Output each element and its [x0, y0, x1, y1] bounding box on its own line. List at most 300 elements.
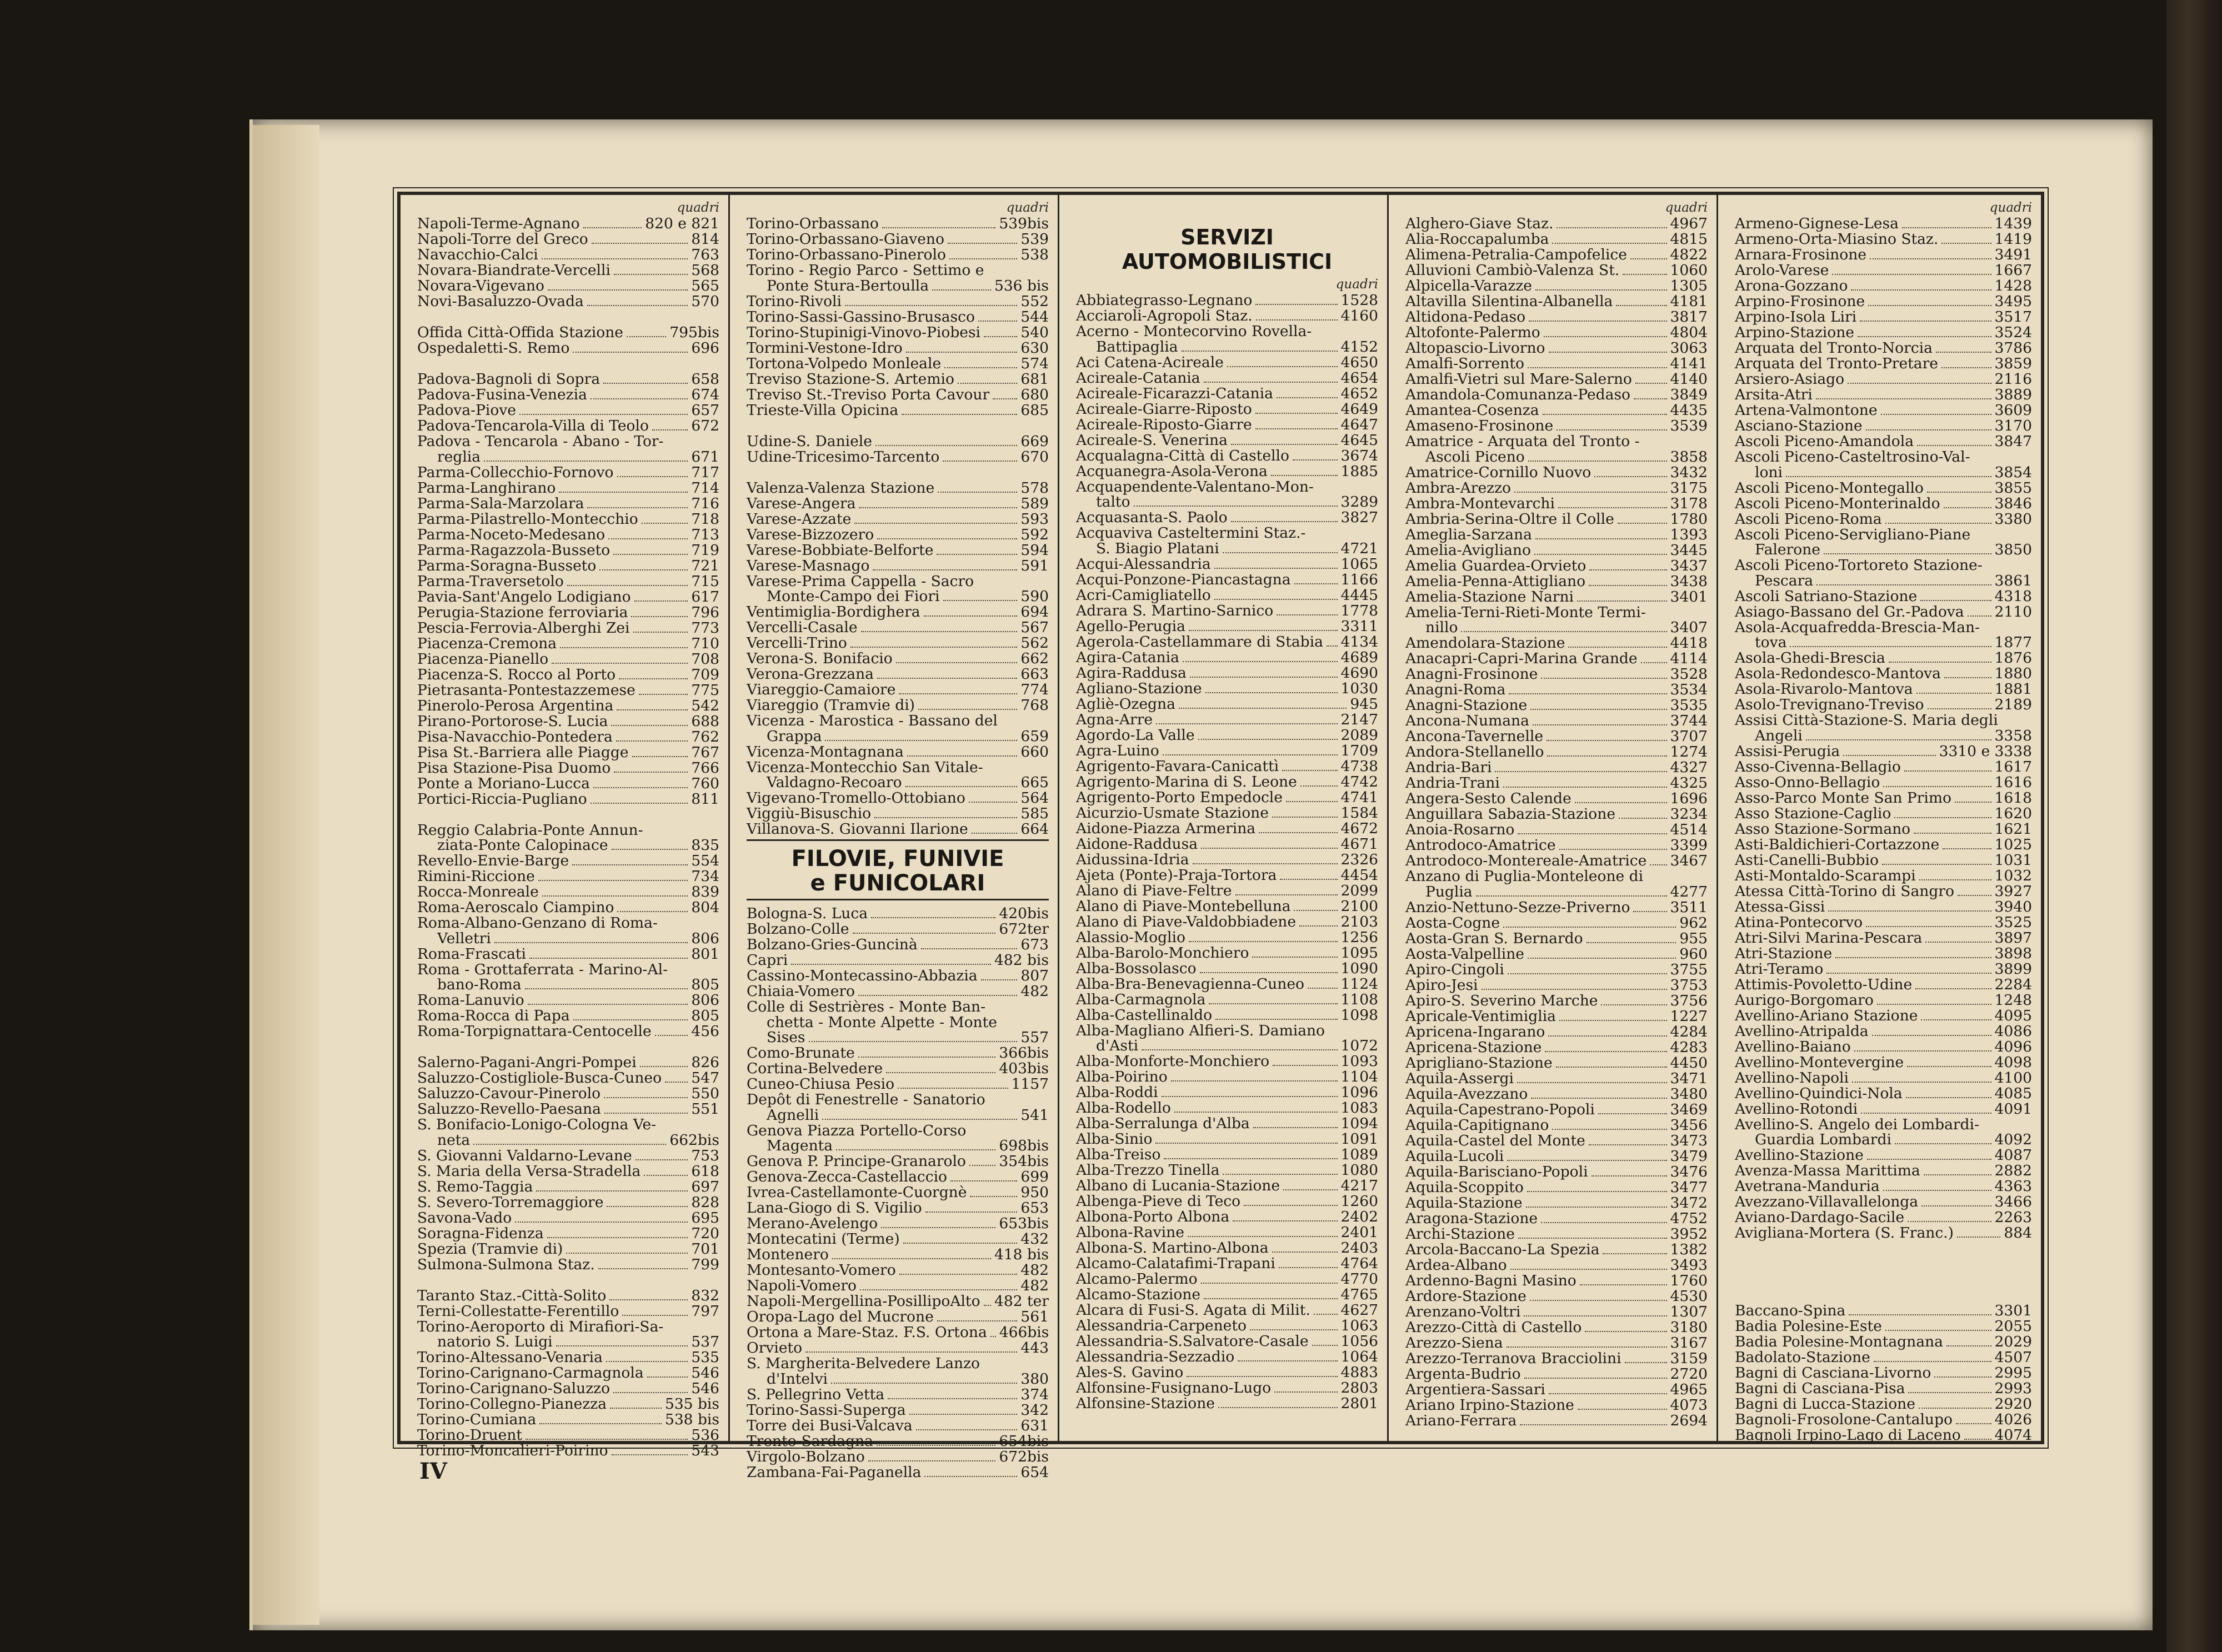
leader-dots — [1883, 1190, 1991, 1191]
leader-dots — [1188, 1236, 1338, 1237]
leader-dots — [899, 693, 1017, 694]
entry-table-number: 3407 — [1670, 619, 1708, 636]
entry-route: Aosta-Valpelline — [1405, 945, 1524, 963]
entry-table-number: 720 — [691, 1224, 719, 1242]
index-entry — [747, 682, 1049, 698]
entry-route: Altopascio-Livorno — [1405, 339, 1545, 357]
entry-route: Alessandria-Sezzadio — [1076, 1348, 1235, 1365]
entry-route: Badolato-Stazione — [1735, 1349, 1870, 1366]
entry-table-number: 535 bis — [664, 1395, 719, 1413]
entry-table-number: 541 — [1020, 1106, 1049, 1124]
entry-table-number: 945 — [1350, 695, 1378, 713]
entry-route: Ancona-Tavernelle — [1405, 728, 1543, 745]
leader-dots — [1189, 941, 1338, 942]
index-entry — [417, 1102, 719, 1117]
entry-route: Avetrana-Manduria — [1735, 1178, 1880, 1195]
index-entry — [747, 1294, 1049, 1309]
index-entry — [1076, 681, 1378, 697]
entry-route: Taranto Staz.-Città-Solito — [417, 1286, 607, 1304]
entry-table-number: 1227 — [1670, 1007, 1708, 1025]
entry-table-number: 760 — [691, 774, 719, 792]
index-entry — [1405, 465, 1708, 480]
leader-dots — [1828, 910, 1991, 912]
entry-table-number: 962 — [1679, 914, 1708, 932]
index-entry — [417, 977, 719, 993]
index-entry — [1735, 496, 2032, 512]
entry-table-number: 3437 — [1670, 557, 1708, 574]
entry-table-number: 2694 — [1670, 1411, 1708, 1429]
index-entry — [1405, 1118, 1708, 1133]
entry-route: Aquila-Capitignano — [1405, 1116, 1549, 1134]
entry-table-number: 3493 — [1670, 1256, 1708, 1274]
entry-route: Viareggio (Tramvie di) — [747, 697, 915, 714]
index-entry — [417, 667, 719, 683]
leader-dots — [1300, 785, 1338, 787]
entry-table-number: 1090 — [1340, 959, 1378, 977]
index-entry — [417, 1164, 719, 1179]
entry-route: Aquila-Assergi — [1405, 1069, 1514, 1087]
entry-route: Ancona-Numana — [1405, 712, 1529, 729]
entry-table-number: 1881 — [1994, 680, 2032, 698]
leader-dots — [850, 647, 1018, 648]
leader-dots — [1904, 770, 1991, 772]
column-2 — [730, 195, 1059, 1481]
entry-table-number: 3744 — [1670, 712, 1708, 729]
leader-dots — [1849, 1314, 1991, 1315]
leader-dots — [1927, 492, 1991, 493]
entry-route: Agnelli — [767, 1106, 819, 1124]
entry-route: Apiro-Jesi — [1405, 976, 1478, 994]
leader-dots — [1223, 552, 1338, 553]
index-entry — [1076, 805, 1378, 821]
leader-dots — [943, 600, 1018, 601]
entry-table-number: 2326 — [1340, 850, 1378, 868]
entry-route: Antrodoco-Montereale-Amatrice — [1405, 852, 1647, 869]
index-entry — [1735, 915, 2032, 930]
entry-route: Alpicella-Varazze — [1405, 277, 1532, 294]
entry-table-number: 3889 — [1994, 386, 2032, 403]
leader-dots — [924, 615, 1018, 617]
entry-table-number: 538 bis — [664, 1411, 719, 1428]
index-entry — [417, 1086, 719, 1102]
leader-dots — [1578, 1409, 1667, 1410]
leader-dots — [1277, 397, 1338, 398]
entry-route: S. Remo-Taggia — [417, 1178, 533, 1195]
leader-dots — [881, 1227, 995, 1228]
index-entry — [1735, 682, 2032, 697]
leader-dots — [1528, 367, 1667, 368]
entry-table-number: 3178 — [1670, 494, 1708, 512]
entry-table-number: 3846 — [1994, 494, 2032, 512]
entry-route: Aci Catena-Acireale — [1076, 353, 1224, 371]
entry-route: Arpino-Isola Liri — [1735, 308, 1857, 326]
entry-route: Novara-Biandrate-Vercelli — [417, 262, 610, 279]
entry-route: Alghero-Giave Staz. — [1405, 215, 1554, 232]
entry-table-number: 552 — [1020, 292, 1049, 310]
entry-table-number: 3897 — [1994, 929, 2032, 947]
index-entry — [1735, 263, 2032, 278]
entry-table-number: 546 — [691, 1364, 719, 1381]
leader-dots — [1552, 1129, 1666, 1130]
entry-table-number: 4752 — [1670, 1209, 1708, 1227]
entry-route: Alimena-Petralia-Campofelice — [1405, 246, 1627, 263]
entry-route: Saluzzo-Costigliole-Busca-Cuneo — [417, 1069, 662, 1087]
entry-table-number: 653bis — [999, 1215, 1049, 1232]
entry-route: Bagni di Casciana-Pisa — [1735, 1380, 1905, 1397]
entry-route: Tortona-Volpedo Monleale — [747, 354, 942, 372]
entry-route: Alluvioni Cambiò-Valenza St. — [1405, 262, 1620, 279]
entry-route: Revello-Envie-Barge — [417, 852, 569, 869]
entry-route: Acireale-Ficarazzi-Catania — [1076, 384, 1273, 402]
leader-dots — [1520, 1424, 1666, 1425]
index-entry — [417, 512, 719, 527]
index-entry — [1405, 1413, 1708, 1429]
entry-table-number: 718 — [691, 510, 719, 528]
entry-route: Atri-Stazione — [1735, 944, 1833, 962]
leader-dots — [539, 1423, 662, 1424]
entry-route: Arpino-Frosinone — [1735, 293, 1865, 310]
index-entry — [1076, 634, 1378, 650]
entry-table-number: 3858 — [1670, 448, 1708, 465]
index-entry — [747, 325, 1049, 341]
index-entry — [1735, 1070, 2032, 1086]
entry-table-number: 3899 — [1994, 960, 2032, 978]
index-entry — [1405, 480, 1708, 496]
entry-table-number: 672 — [691, 417, 719, 434]
index-entry — [417, 1350, 719, 1365]
index-entry — [1076, 712, 1378, 728]
entry-route: Piacenza-S. Rocco al Porto — [417, 665, 616, 683]
leader-dots — [607, 1206, 688, 1207]
leader-dots — [1928, 708, 1991, 709]
index-entry — [1076, 1334, 1378, 1349]
leader-dots — [1944, 507, 1991, 508]
entry-table-number: 2055 — [1994, 1318, 2032, 1335]
entry-table-number: 3175 — [1670, 479, 1708, 497]
index-entry — [1076, 1194, 1378, 1209]
index-entry — [417, 496, 719, 512]
entry-table-number: 4096 — [1994, 1038, 2032, 1055]
entry-route: Alba-Carmagnola — [1076, 990, 1206, 1008]
index-entry — [1076, 1147, 1378, 1163]
entry-table-number: 3674 — [1340, 447, 1378, 464]
quadri-label: quadri — [1006, 201, 1049, 215]
entry-table-number: 1093 — [1340, 1053, 1378, 1070]
entry-route: Ascoli Piceno-Monterinaldo — [1735, 494, 1940, 512]
index-entry — [417, 605, 719, 620]
entry-route: Amendolara-Stazione — [1405, 634, 1565, 652]
entry-route: Acquasanta-S. Paolo — [1076, 509, 1228, 526]
entry-route: Bagnoli Irpino-Lago di Laceno — [1735, 1426, 1961, 1444]
entry-route: Pisa St.-Barriera alle Piagge — [417, 743, 629, 761]
leader-dots — [969, 1165, 995, 1166]
entry-route: Ajeta (Ponte)-Praja-Tortora — [1076, 866, 1277, 884]
leader-dots — [1852, 1082, 1991, 1083]
index-entry — [747, 1418, 1049, 1434]
leader-dots — [1552, 243, 1666, 244]
leader-dots — [1641, 662, 1667, 663]
leader-dots — [1252, 957, 1337, 958]
entry-route: Ambra-Montevarchi — [1405, 494, 1555, 512]
entry-table-number: 709 — [691, 665, 719, 683]
leader-dots — [1589, 585, 1667, 586]
entry-route: Parma-Pilastrello-Montecchio — [417, 510, 638, 528]
index-entry — [1405, 853, 1708, 869]
index-entry — [1735, 278, 2032, 294]
entry-table-number: 3063 — [1670, 339, 1708, 357]
leader-dots — [1283, 1189, 1338, 1190]
leader-dots — [886, 1072, 995, 1073]
entry-route: Torino-Cumiana — [417, 1411, 537, 1428]
group-gap — [1735, 1272, 2032, 1288]
entry-route: Parma-Traversetolo — [417, 572, 564, 590]
index-entry — [1076, 572, 1378, 588]
entry-table-number: 2401 — [1340, 1224, 1378, 1241]
index-entry — [1405, 651, 1708, 667]
entry-route: Bagnoli-Frosolone-Cantalupo — [1735, 1411, 1953, 1428]
index-entry — [1076, 1163, 1378, 1178]
entry-route: Badia Polesine-Este — [1735, 1318, 1882, 1335]
entry-text: S. Margherita-Belvedere Lanzo — [747, 1355, 980, 1372]
entry-table-number: 710 — [691, 634, 719, 652]
entry-table-number: 618 — [691, 1162, 719, 1180]
index-entry — [1405, 263, 1708, 278]
leader-dots — [903, 1243, 1018, 1244]
entry-table-number: 4160 — [1340, 307, 1378, 324]
leader-dots — [1503, 787, 1667, 788]
index-entry — [1735, 1428, 2032, 1443]
leader-dots — [937, 1320, 1018, 1321]
index-entry — [1076, 665, 1378, 681]
index-entry — [1076, 852, 1378, 868]
entry-table-number: 482 bis — [994, 952, 1049, 969]
index-entry — [1076, 1240, 1378, 1256]
leader-dots — [613, 554, 688, 555]
leader-dots — [622, 1315, 688, 1316]
index-entry — [1076, 417, 1378, 433]
index-entry — [1076, 293, 1378, 308]
index-entry — [1735, 232, 2032, 247]
leader-dots — [1526, 1207, 1667, 1208]
leader-dots — [1895, 1143, 1991, 1144]
leader-dots — [552, 663, 688, 664]
entry-table-number: 554 — [691, 852, 719, 869]
leader-dots — [906, 352, 1018, 353]
index-entry — [747, 968, 1049, 984]
index-entry — [747, 1278, 1049, 1294]
entry-route: Pinerolo-Perosa Argentina — [417, 697, 614, 714]
leader-dots — [1171, 1080, 1338, 1082]
index-entry — [417, 1241, 719, 1257]
entry-route: Arpino-Stazione — [1735, 324, 1854, 341]
leader-dots — [1921, 1205, 1991, 1207]
leader-dots — [538, 880, 688, 881]
entry-table-number: 3472 — [1670, 1194, 1708, 1212]
entry-table-number: 804 — [691, 899, 719, 916]
entry-table-number: 1760 — [1670, 1271, 1708, 1289]
leader-dots — [1189, 630, 1338, 631]
entry-table-number: 1780 — [1670, 510, 1708, 528]
index-entry — [747, 1340, 1049, 1356]
index-entry — [417, 216, 719, 232]
entry-table-number: 955 — [1679, 929, 1708, 947]
leader-dots — [1495, 771, 1666, 772]
index-entry — [747, 341, 1049, 356]
entry-route: Avenza-Massa Marittima — [1735, 1162, 1920, 1179]
index-entry — [1735, 635, 2032, 650]
leader-dots — [611, 725, 688, 726]
index-entry — [1735, 728, 2032, 744]
entry-route: Alcamo-Stazione — [1076, 1286, 1201, 1303]
index-entry — [1405, 589, 1708, 605]
entry-table-number: 1778 — [1340, 602, 1378, 619]
entry-table-number: 1256 — [1340, 928, 1378, 946]
index-entry — [747, 278, 1049, 294]
entry-table-number: 4815 — [1670, 231, 1708, 248]
leader-dots — [473, 1144, 666, 1145]
entry-route: Angera-Sesto Calende — [1405, 790, 1572, 807]
leader-dots — [1518, 1238, 1667, 1239]
entry-table-number: 4741 — [1340, 788, 1378, 806]
entry-table-number: 4647 — [1340, 415, 1378, 433]
index-entry — [1405, 1211, 1708, 1227]
index-entry — [747, 372, 1049, 387]
entry-route: Trieste-Villa Opicina — [747, 401, 899, 419]
entry-route: Albona-Porto Albona — [1076, 1208, 1230, 1225]
entry-route: Asolo-Trevignano-Treviso — [1735, 696, 1924, 713]
entry-table-number: 420bis — [999, 905, 1049, 922]
entry-table-number: 4822 — [1670, 246, 1708, 263]
leader-dots — [1209, 1003, 1337, 1004]
index-entry — [417, 1365, 719, 1381]
leader-dots — [1883, 786, 1991, 787]
entry-table-number: 2402 — [1340, 1208, 1378, 1225]
leader-dots — [484, 460, 688, 462]
index-entry — [1076, 1365, 1378, 1380]
index-entry — [1405, 1071, 1708, 1087]
entry-route: Ascoli Satriano-Stazione — [1735, 587, 1918, 605]
index-entry — [747, 589, 1049, 604]
leader-dots — [1541, 678, 1666, 679]
leader-dots — [1630, 258, 1667, 259]
leader-dots — [1854, 1050, 1991, 1052]
entry-table-number: 3432 — [1670, 463, 1708, 481]
entry-table-number: 671 — [691, 448, 719, 465]
entry-table-number: 4087 — [1994, 1147, 2032, 1164]
entry-route: Udine-S. Daniele — [747, 432, 872, 450]
leader-dots — [1914, 833, 1991, 834]
entry-table-number: 1072 — [1340, 1037, 1378, 1054]
entry-route: Parma-Collecchio-Fornovo — [417, 463, 614, 481]
index-entry — [1405, 947, 1708, 962]
entry-route: Novara-Vigevano — [417, 277, 544, 294]
leader-dots — [567, 585, 688, 586]
leader-dots — [1889, 662, 1991, 663]
entry-route: Salerno-Pagani-Angri-Pompei — [417, 1054, 637, 1071]
column-1 — [401, 195, 730, 1459]
entry-route: Vercelli-Casale — [747, 619, 858, 636]
index-entry — [1076, 1271, 1378, 1287]
entry-route: Virgolo-Bolzano — [747, 1448, 865, 1465]
entry-route: Alano di Piave-Feltre — [1076, 882, 1232, 899]
leader-dots — [526, 1439, 688, 1440]
entry-route: Acireale-Catania — [1076, 369, 1200, 387]
index-entry — [747, 635, 1049, 651]
leader-dots — [1541, 1222, 1666, 1223]
entry-table-number: 4652 — [1340, 384, 1378, 402]
entry-table-number: 1620 — [1994, 804, 2032, 822]
entry-table-number: 1260 — [1340, 1193, 1378, 1210]
entry-route: Arenzano-Voltri — [1405, 1303, 1521, 1320]
entry-table-number: 797 — [691, 1302, 719, 1320]
entry-table-number: 716 — [691, 494, 719, 512]
index-entry — [1076, 1380, 1378, 1396]
leader-dots — [1786, 476, 1991, 477]
entry-table-number: 550 — [691, 1085, 719, 1102]
leader-dots — [572, 864, 688, 865]
entry-table-number: 1064 — [1340, 1348, 1378, 1365]
index-entry — [1405, 216, 1708, 232]
index-entry — [1735, 1396, 2032, 1412]
index-entry — [417, 1304, 719, 1319]
index-entry — [1735, 1039, 2032, 1055]
index-entry — [1405, 1087, 1708, 1102]
entry-table-number: 562 — [1020, 634, 1049, 652]
entry-table-number: 670 — [1020, 448, 1049, 465]
leader-dots — [608, 538, 688, 539]
index-entry — [1735, 1194, 2032, 1210]
index-entry — [1735, 962, 2032, 977]
leader-dots — [1527, 1191, 1667, 1192]
leader-dots — [556, 1345, 688, 1346]
entry-table-number: 540 — [1020, 323, 1049, 341]
entry-route: Capri — [747, 952, 788, 969]
entry-table-number: 557 — [1020, 1029, 1049, 1046]
group-gap — [417, 807, 719, 823]
leader-dots — [604, 1113, 688, 1114]
entry-table-number: 1305 — [1670, 277, 1708, 294]
index-entry — [1405, 729, 1708, 744]
index-entry — [1076, 371, 1378, 386]
index-entry — [1405, 1320, 1708, 1335]
entry-route: Bolzano-Colle — [747, 920, 849, 938]
index-entry — [417, 1148, 719, 1164]
index-entry — [1405, 278, 1708, 294]
leader-dots — [617, 476, 688, 477]
index-entry — [1735, 216, 2032, 232]
index-entry — [747, 1138, 1049, 1154]
entry-text: Colle di Sestrières - Monte Ban- — [747, 998, 986, 1015]
leader-dots — [617, 911, 688, 912]
entry-route: Anguillara Sabazia-Stazione — [1405, 805, 1616, 823]
entry-route: Napoli-Torre del Greco — [417, 231, 588, 248]
entry-table-number: 1104 — [1340, 1068, 1378, 1085]
entry-table-number: 592 — [1020, 525, 1049, 543]
index-entry — [1735, 542, 2032, 558]
entry-route: Treviso St.-Treviso Porta Cavour — [747, 386, 990, 403]
index-entry — [747, 1045, 1049, 1061]
leader-dots — [1518, 833, 1666, 834]
entry-route: Torino-Orbassano-Giaveno — [747, 231, 944, 248]
index-entry — [1076, 1132, 1378, 1147]
index-entry — [747, 1077, 1049, 1092]
leader-dots — [868, 1460, 996, 1461]
leader-dots — [1294, 583, 1338, 584]
index-entry — [1076, 386, 1378, 402]
index-entry — [1076, 650, 1378, 665]
entry-route: Amantea-Cosenza — [1405, 402, 1539, 419]
index-entry — [417, 480, 719, 496]
